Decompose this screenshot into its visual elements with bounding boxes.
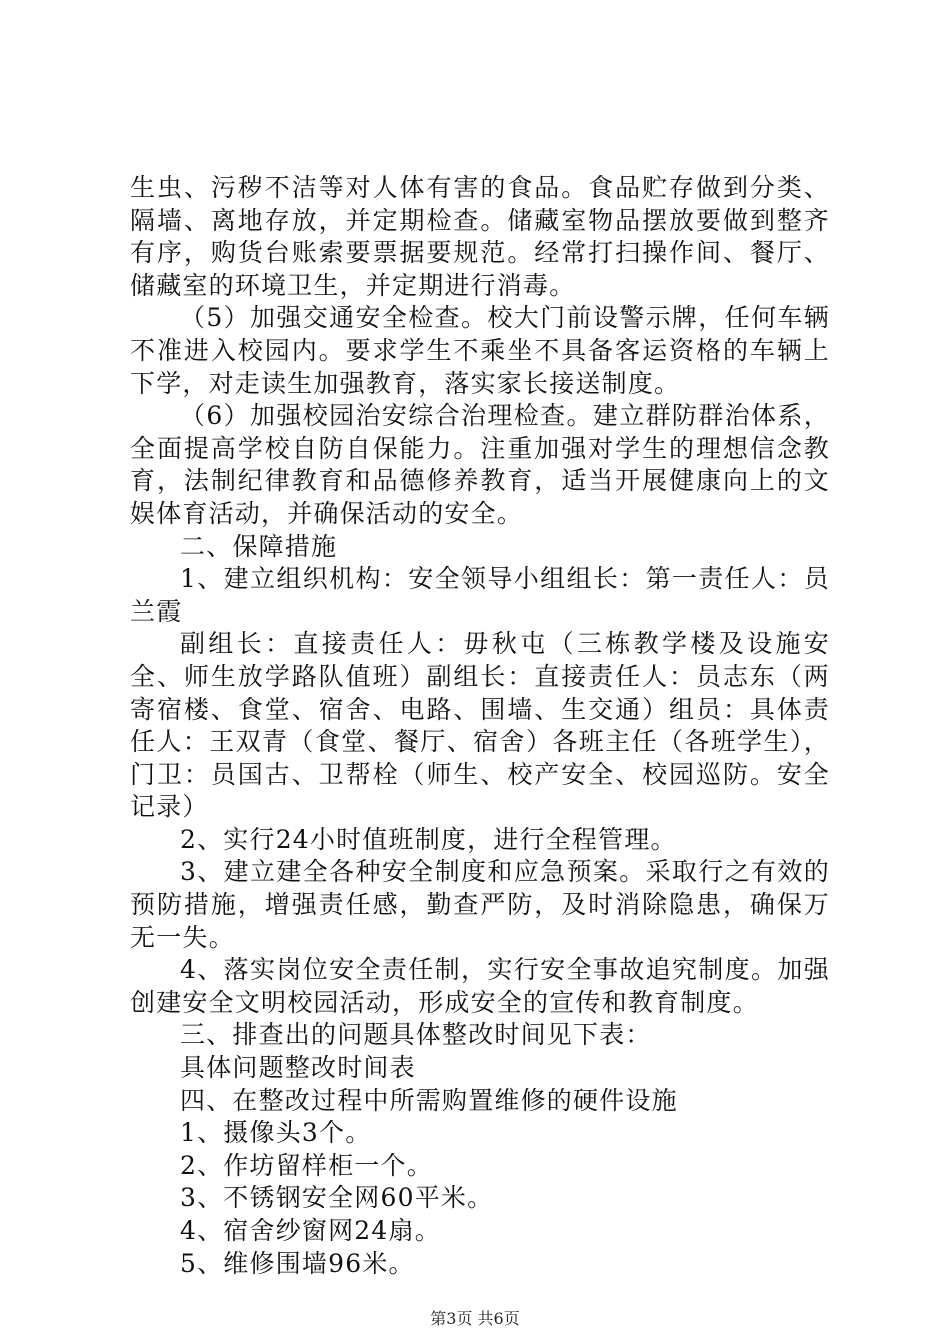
list-item-cameras: 1、摄像头3个。 [180,1118,372,1148]
paragraph-food-storage: 生虫、污秽不洁等对人体有害的食品。食品贮存做到分类、隔墙、离地存放，并定期检查。储藏室物品摆放要做到整齐有序，购货台账索要票据要规范。经常打扫操作间、餐厅、储藏室的环境卫生，并定期进行消毒。 [130,173,830,300]
heading-hardware: 四、在整改过程中所需购置维修的硬件设施 [180,1085,678,1115]
page-number-footer: 第3页 共6页 [430,1309,520,1328]
list-item-wall-repair: 5、维修围墙96米。 [180,1248,415,1278]
paragraph-deputy-leaders: 副组长：直接责任人：毋秋屯（三栋教学楼及设施安全、师生放学路队值班）副组长：直接责任人：员志东（两寄宿楼、食堂、宿舍、电路、围墙、生交通）组员：具体责任人：王双青（食堂、餐厅、宿舍）各班主任（各班学生），门卫：员国古、卫帮栓（师生、校产安全、校园巡防。安全记录） [130,629,830,822]
document-body [130,172,830,1280]
paragraph-campus-security: （6）加强校园治安综合治理检查。建立群防群治体系，全面提高学校自防自保能力。注重加强对学生的理想信念教育，法制纪律教育和品德修养教育，适当开展健康向上的文娱体育活动，并确保活动的安全。 [130,401,830,528]
paragraph-schedule-table: 具体问题整改时间表 [180,1053,416,1083]
heading-safeguards: 二、保障措施 [180,531,338,561]
paragraph-traffic-safety: （5）加强交通安全检查。校大门前设警示牌，任何车辆不准进入校园内。要求学生不乘坐不具备客运资格的车辆上下学，对走读生加强教育，落实家长接送制度。 [130,303,830,398]
paragraph-organization: 1、建立组织机构：安全领导小组组长：第一责任人：员兰霞 [130,564,830,626]
heading-rectification: 三、排查出的问题具体整改时间见下表： [180,1020,652,1050]
paragraph-responsibility: 4、落实岗位安全责任制，实行安全事故追究制度。加强创建安全文明校园活动，形成安全的宣传和教育制度。 [130,955,830,1017]
paragraph-24h-duty: 2、实行24小时值班制度，进行全程管理。 [180,824,677,854]
paragraph-safety-systems: 3、建立建全各种安全制度和应急预案。采取行之有效的预防措施，增强责任感，勤查严防，及时消除隐患，确保万无一失。 [130,857,830,952]
list-item-sample-cabinet: 2、作坊留样柜一个。 [180,1150,433,1180]
list-item-steel-net: 3、不锈钢安全网60平米。 [180,1183,494,1213]
list-item-window-screens: 4、宿舍纱窗网24扇。 [180,1216,441,1245]
